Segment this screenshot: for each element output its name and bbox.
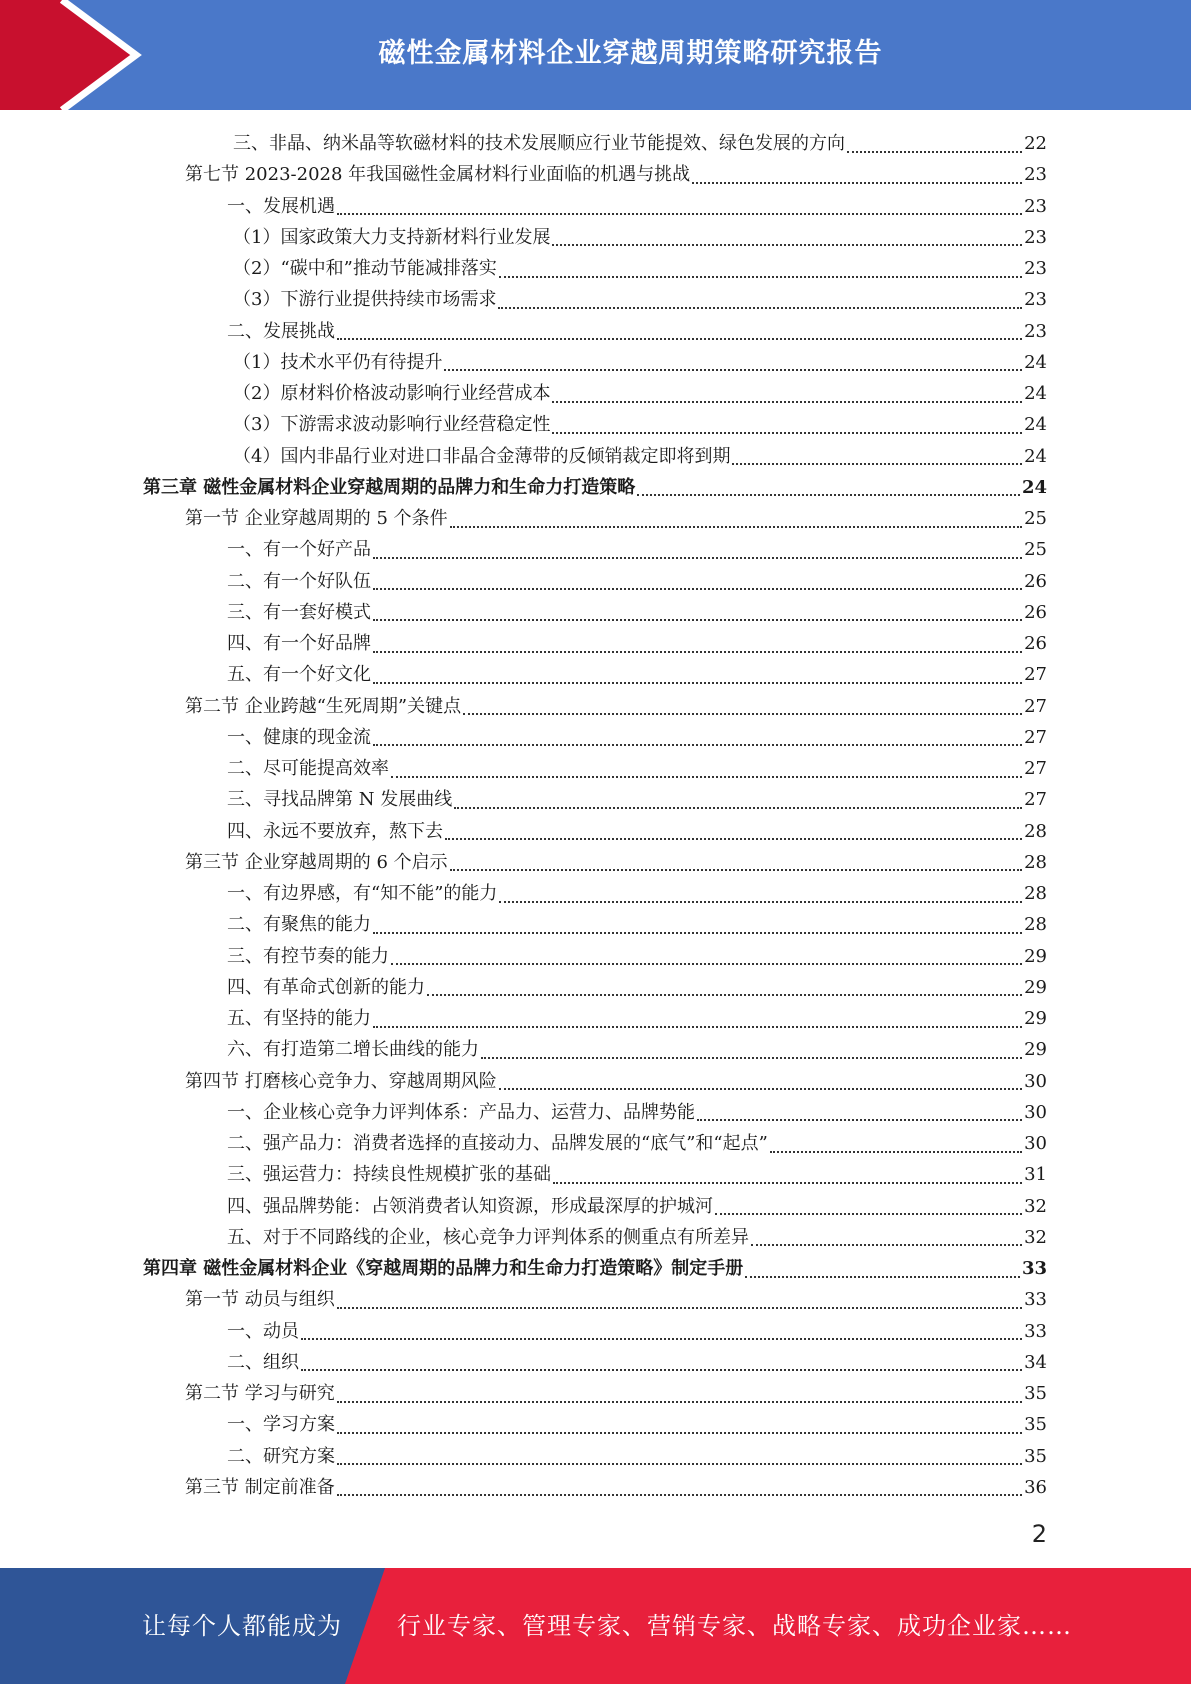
toc-leader-dots xyxy=(301,1338,1022,1340)
toc-entry-title: 第二节 企业跨越“生死周期”关键点 xyxy=(185,695,462,717)
toc-subsection-entry[interactable] xyxy=(143,378,1047,409)
toc-entry-title: （3）下游需求波动影响行业经营稳定性 xyxy=(233,414,551,436)
toc-entry-title: 第一节 企业穿越周期的 5 个条件 xyxy=(185,508,448,529)
toc-entry-title: 第三章 磁性金属材料企业穿越周期的品牌力和生命力打造策略 xyxy=(143,476,636,498)
toc-entry-page: 27 xyxy=(1024,695,1047,717)
toc-entry-page: 28 xyxy=(1024,820,1047,842)
toc-entry-page: 31 xyxy=(1024,1164,1047,1186)
toc-entry-page: 24 xyxy=(1021,476,1047,498)
toc-leader-dots xyxy=(450,869,1022,871)
toc-subsection-entry[interactable] xyxy=(143,1316,1047,1347)
toc-entry-title: 四、有一个好品牌 xyxy=(227,633,371,654)
toc-entry-title: 一、企业核心竞争力评判体系：产品力、运营力、品牌势能 xyxy=(227,1101,695,1123)
toc-entry-title: 第一节 动员与组织 xyxy=(185,1289,335,1311)
toc-entry-title: （3）下游行业提供持续市场需求 xyxy=(233,289,497,311)
toc-entry-page: 24 xyxy=(1024,445,1047,467)
toc-entry-page: 32 xyxy=(1024,1195,1047,1217)
toc-entry-page: 32 xyxy=(1024,1226,1047,1248)
toc-entry-title: 三、寻找品牌第 N 发展曲线 xyxy=(227,789,453,811)
toc-leader-dots xyxy=(391,776,1022,778)
toc-section-entry[interactable] xyxy=(143,1378,1047,1409)
toc-entry-title: 第七节 2023-2028 年我国磁性金属材料行业面临的机遇与挑战 xyxy=(185,164,691,186)
toc-entry-title: 三、有控节奏的能力 xyxy=(227,945,389,967)
toc-subsection-entry[interactable] xyxy=(143,1128,1047,1159)
toc-leader-dots xyxy=(552,244,1022,246)
toc-subsection-entry[interactable] xyxy=(143,941,1047,972)
toc-leader-dots xyxy=(373,619,1022,621)
toc-subsection-entry[interactable] xyxy=(143,1034,1047,1065)
toc-entry-page: 28 xyxy=(1024,851,1047,873)
toc-subsection-entry[interactable] xyxy=(143,316,1047,347)
toc-subsection-entry[interactable] xyxy=(143,534,1047,565)
toc-leader-dots xyxy=(498,307,1022,309)
toc-subsection-entry[interactable] xyxy=(143,597,1047,628)
toc-entry-title: 一、健康的现金流 xyxy=(227,726,371,748)
toc-leader-dots xyxy=(715,1213,1022,1215)
footer-slogan-left: 让每个人都能成为 xyxy=(142,1612,342,1640)
toc-section-entry[interactable] xyxy=(143,503,1047,534)
toc-leader-dots xyxy=(637,494,1020,496)
toc-subsection-entry[interactable] xyxy=(143,816,1047,847)
toc-entry-title: 一、有一个好产品 xyxy=(227,539,371,561)
toc-entry-title: 二、强产品力：消费者选择的直接动力、品牌发展的“底气”和“起点” xyxy=(227,1133,768,1154)
header-title: 磁性金属材料企业穿越周期策略研究报告 xyxy=(378,37,883,69)
toc-subsection-entry[interactable] xyxy=(143,128,1047,159)
toc-entry-title: 四、永远不要放弃，熬下去 xyxy=(227,820,443,842)
toc-subsection-entry[interactable] xyxy=(143,1159,1047,1190)
toc-entry-title: 四、强品牌势能：占领消费者认知资源，形成最深厚的护城河 xyxy=(227,1195,713,1217)
toc-entry-page: 33 xyxy=(1024,1320,1047,1342)
toc-entry-page: 30 xyxy=(1024,1133,1047,1154)
toc-entry-title: 五、有一个好文化 xyxy=(227,664,371,686)
table-of-contents xyxy=(143,128,1047,1503)
toc-leader-dots xyxy=(499,276,1022,278)
toc-entry-title: 六、有打造第二增长曲线的能力 xyxy=(227,1039,479,1061)
toc-subsection-entry[interactable] xyxy=(143,191,1047,222)
toc-leader-dots xyxy=(373,588,1022,590)
toc-leader-dots xyxy=(301,1369,1022,1371)
toc-entry-title: 第三节 企业穿越周期的 6 个启示 xyxy=(185,851,448,873)
toc-section-entry[interactable] xyxy=(143,159,1047,190)
page-footer xyxy=(0,1568,1191,1684)
toc-entry-page: 28 xyxy=(1024,883,1047,904)
toc-leader-dots xyxy=(337,213,1022,215)
toc-leader-dots xyxy=(732,463,1022,465)
toc-entry-title: （4）国内非晶行业对进口非晶合金薄带的反倾销裁定即将到期 xyxy=(233,445,731,467)
toc-entry-page: 27 xyxy=(1024,789,1047,811)
toc-leader-dots xyxy=(553,1182,1022,1184)
toc-leader-dots xyxy=(373,744,1022,746)
page-header xyxy=(0,0,1191,110)
toc-entry-page: 27 xyxy=(1024,664,1047,686)
toc-entry-title: 第三节 制定前准备 xyxy=(185,1476,335,1498)
toc-leader-dots xyxy=(463,713,1022,715)
toc-chapter-entry[interactable] xyxy=(143,472,1047,503)
toc-leader-dots xyxy=(445,838,1022,840)
toc-leader-dots xyxy=(337,338,1022,340)
toc-entry-page: 29 xyxy=(1024,1008,1047,1029)
toc-entry-page: 24 xyxy=(1024,414,1047,436)
toc-entry-page: 24 xyxy=(1024,351,1047,373)
toc-leader-dots xyxy=(745,1276,1020,1278)
page-number: 2 xyxy=(1031,1520,1047,1548)
toc-leader-dots xyxy=(751,1244,1022,1246)
toc-entry-page: 23 xyxy=(1024,164,1047,186)
toc-leader-dots xyxy=(427,994,1022,996)
toc-entry-title: 三、强运营力：持续良性规模扩张的基础 xyxy=(227,1164,551,1186)
toc-subsection-entry[interactable] xyxy=(143,253,1047,284)
toc-section-entry[interactable] xyxy=(143,1472,1047,1503)
toc-entry-title: 第二节 学习与研究 xyxy=(185,1383,335,1404)
toc-entry-page: 23 xyxy=(1024,320,1047,342)
toc-subsection-entry[interactable] xyxy=(143,722,1047,753)
toc-leader-dots xyxy=(373,1026,1022,1028)
toc-entry-title: 二、发展挑战 xyxy=(227,320,335,342)
toc-entry-page: 23 xyxy=(1024,289,1047,311)
toc-entry-title: 一、动员 xyxy=(227,1320,299,1342)
toc-leader-dots xyxy=(454,807,1022,809)
toc-entry-page: 33 xyxy=(1024,1289,1047,1311)
toc-entry-page: 23 xyxy=(1024,226,1047,248)
toc-entry-title: （2）原材料价格波动影响行业经营成本 xyxy=(233,383,551,404)
toc-entry-title: （1）技术水平仍有待提升 xyxy=(233,351,443,373)
toc-subsection-entry[interactable] xyxy=(143,878,1047,909)
toc-leader-dots xyxy=(847,151,1022,153)
toc-leader-dots xyxy=(770,1151,1022,1153)
toc-leader-dots xyxy=(552,432,1022,434)
toc-entry-title: 一、学习方案 xyxy=(227,1414,335,1436)
toc-leader-dots xyxy=(337,1463,1022,1465)
toc-subsection-entry[interactable] xyxy=(143,1441,1047,1472)
toc-subsection-entry[interactable] xyxy=(143,1003,1047,1034)
toc-entry-page: 27 xyxy=(1024,726,1047,748)
toc-entry-title: 第四节 打磨核心竞争力、穿越周期风险 xyxy=(185,1070,497,1092)
toc-leader-dots xyxy=(337,1401,1022,1403)
toc-section-entry[interactable] xyxy=(143,847,1047,878)
toc-subsection-entry[interactable] xyxy=(143,909,1047,940)
toc-entry-page: 24 xyxy=(1024,383,1047,404)
toc-entry-title: 五、对于不同路线的企业，核心竞争力评判体系的侧重点有所差异 xyxy=(227,1226,749,1248)
toc-subsection-entry[interactable] xyxy=(143,628,1047,659)
toc-leader-dots xyxy=(391,963,1022,965)
toc-entry-title: 二、有聚焦的能力 xyxy=(227,914,371,936)
toc-entry-page: 26 xyxy=(1024,601,1047,623)
toc-entry-title: 三、有一套好模式 xyxy=(227,601,371,623)
toc-entry-title: 一、发展机遇 xyxy=(227,195,335,217)
toc-leader-dots xyxy=(692,182,1022,184)
toc-entry-title: 二、尽可能提高效率 xyxy=(227,758,389,779)
toc-entry-page: 33 xyxy=(1021,1258,1047,1279)
toc-entry-page: 29 xyxy=(1024,1039,1047,1061)
toc-subsection-entry[interactable] xyxy=(143,1347,1047,1378)
toc-entry-page: 35 xyxy=(1024,1414,1047,1436)
toc-leader-dots xyxy=(499,1088,1022,1090)
toc-subsection-entry[interactable] xyxy=(143,1191,1047,1222)
toc-leader-dots xyxy=(337,1432,1022,1434)
toc-leader-dots xyxy=(481,1057,1022,1059)
toc-entry-title: 三、非晶、纳米晶等软磁材料的技术发展顺应行业节能提效、绿色发展的方向 xyxy=(233,133,845,154)
toc-subsection-entry[interactable] xyxy=(143,409,1047,440)
toc-section-entry[interactable] xyxy=(143,1066,1047,1097)
toc-entry-page: 26 xyxy=(1024,633,1047,654)
toc-entry-page: 25 xyxy=(1024,539,1047,561)
toc-section-entry[interactable] xyxy=(143,691,1047,722)
toc-subsection-entry[interactable] xyxy=(143,1222,1047,1253)
toc-entry-title: （1）国家政策大力支持新材料行业发展 xyxy=(233,226,551,248)
toc-subsection-entry[interactable] xyxy=(143,1409,1047,1440)
toc-subsection-entry[interactable] xyxy=(143,566,1047,597)
toc-entry-page: 25 xyxy=(1024,508,1047,529)
toc-entry-title: 二、有一个好队伍 xyxy=(227,570,371,592)
toc-leader-dots xyxy=(499,901,1022,903)
toc-leader-dots xyxy=(552,401,1022,403)
toc-subsection-entry[interactable] xyxy=(143,753,1047,784)
toc-entry-title: 第四章 磁性金属材料企业《穿越周期的品牌力和生命力打造策略》制定手册 xyxy=(143,1258,744,1279)
toc-entry-page: 34 xyxy=(1024,1351,1047,1373)
toc-entry-page: 22 xyxy=(1024,133,1047,154)
toc-leader-dots xyxy=(444,369,1022,371)
toc-entry-title: 二、组织 xyxy=(227,1351,299,1373)
toc-leader-dots xyxy=(337,1307,1022,1309)
toc-entry-page: 30 xyxy=(1024,1101,1047,1123)
toc-leader-dots xyxy=(373,651,1022,653)
toc-entry-page: 23 xyxy=(1024,258,1047,279)
toc-leader-dots xyxy=(450,526,1022,528)
toc-entry-page: 35 xyxy=(1024,1445,1047,1467)
toc-chapter-entry[interactable] xyxy=(143,1253,1047,1284)
toc-subsection-entry[interactable] xyxy=(143,222,1047,253)
toc-section-entry[interactable] xyxy=(143,1284,1047,1315)
footer-slogan-right: 行业专家、管理专家、营销专家、战略专家、成功企业家…… xyxy=(397,1612,1072,1640)
toc-entry-page: 26 xyxy=(1024,570,1047,592)
toc-leader-dots xyxy=(697,1119,1022,1121)
toc-leader-dots xyxy=(337,1494,1022,1496)
toc-entry-title: 二、研究方案 xyxy=(227,1445,335,1467)
toc-entry-title: 四、有革命式创新的能力 xyxy=(227,976,425,998)
toc-entry-title: （2）“碳中和”推动节能减排落实 xyxy=(233,258,497,279)
toc-entry-page: 28 xyxy=(1024,914,1047,936)
toc-leader-dots xyxy=(373,557,1022,559)
toc-subsection-entry[interactable] xyxy=(143,972,1047,1003)
toc-leader-dots xyxy=(373,932,1022,934)
toc-entry-page: 29 xyxy=(1024,945,1047,967)
toc-subsection-entry[interactable] xyxy=(143,284,1047,315)
toc-entry-title: 一、有边界感，有“知不能”的能力 xyxy=(227,883,498,904)
toc-entry-page: 29 xyxy=(1024,976,1047,998)
toc-subsection-entry[interactable] xyxy=(143,347,1047,378)
toc-entry-page: 36 xyxy=(1024,1476,1047,1498)
toc-entry-page: 30 xyxy=(1024,1070,1047,1092)
toc-subsection-entry[interactable] xyxy=(143,1097,1047,1128)
toc-entry-title: 五、有坚持的能力 xyxy=(227,1008,371,1029)
toc-subsection-entry[interactable] xyxy=(143,441,1047,472)
toc-subsection-entry[interactable] xyxy=(143,659,1047,690)
toc-entry-page: 23 xyxy=(1024,195,1047,217)
toc-subsection-entry[interactable] xyxy=(143,784,1047,815)
toc-leader-dots xyxy=(373,682,1022,684)
toc-entry-page: 27 xyxy=(1024,758,1047,779)
toc-entry-page: 35 xyxy=(1024,1383,1047,1404)
